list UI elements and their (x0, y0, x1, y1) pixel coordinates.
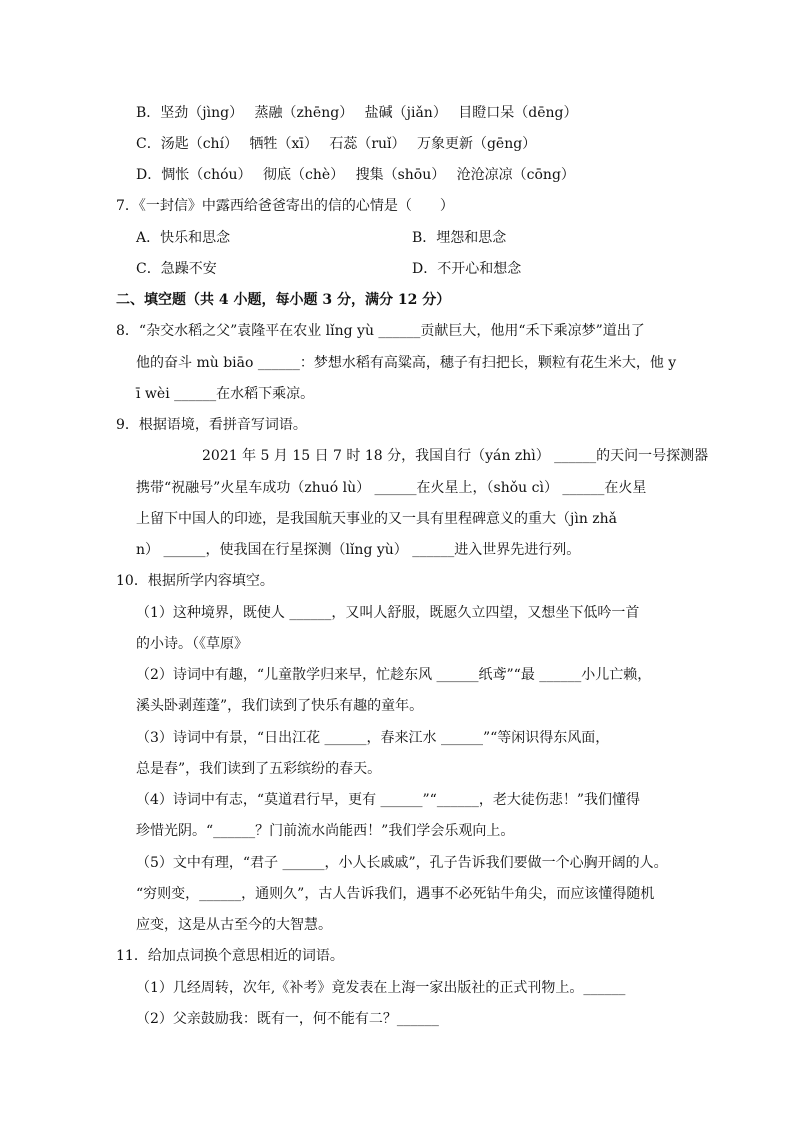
q10-line-1: （1）这种境界，既使人 ______，又叫人舒服，既愿久立四望，又想坐下低吟一首 (136, 605, 640, 621)
q10-stem: 10．根据所学内容填空。 (116, 573, 274, 589)
q8-line-1: 8．“杂交水稻之父”袁隆平在农业 lǐng yù ______贡献巨大，他用“禾下乘凉梦”道出了 (116, 323, 645, 339)
q7-stem: 7．《一封信》中露西给爸爸寄出的信的心情是（ ） (116, 198, 454, 214)
q9-line-3: 上留下中国人的印迹，是我国航天事业的又一具有里程碑意义的重大（jìn zhǎ (136, 511, 618, 527)
q6-option-c: C．汤匙（chí） 牺牲（xī） 石蕊（ruǐ） 万象更新（gēng） (136, 136, 537, 152)
q10-line-4: 溪头卧剥莲蓬”，我们读到了快乐有趣的童年。 (136, 698, 424, 714)
q10-line-6: 总是春”，我们读到了五彩缤纷的春天。 (136, 761, 382, 777)
q7-option-a: A．快乐和思念 (136, 230, 231, 246)
q7-option-c: C．急躁不安 (136, 261, 217, 277)
q7-option-d: D．不开心和想念 (412, 261, 522, 277)
q9-line-2: 携带“祝融号”火星车成功（zhuó lù） ______在火星上，（shǒu cì） ______在火星 (136, 480, 647, 496)
q10-line-2: 的小诗。（《草原》 (136, 636, 248, 652)
q10-line-5: （3）诗词中有景，“日出江花 ______，春来江水 ______”“等闲识得东风面， (136, 730, 610, 746)
q8-line-2: 他的奋斗 mù biāo ______：梦想水稻有高粱高，穗子有扫把长，颗粒有花生米大，他 y (136, 355, 677, 371)
q10-line-8: 珍惜光阴。“______？门前流水尚能西！”我们学会乐观向上。 (136, 823, 515, 839)
q10-line-11: 应变，这是从古至今的大智慧。 (136, 917, 332, 933)
q10-line-3: （2）诗词中有趣，“儿童散学归来早，忙趁东风 ______纸鸢”“最 ______小儿亡赖， (136, 667, 652, 683)
q9-stem: 9．根据语境，看拼音写词语。 (116, 417, 307, 433)
q6-option-d: D．惆怅（chóu） 彻底（chè） 搜集（shōu） 沧沧凉凉（cōng） (136, 167, 575, 183)
q8-line-3: ī wèi ______在水稻下乘凉。 (136, 386, 315, 402)
q10-line-9: （5）文中有理，“君子 ______，小人长戚戚”，孔子告诉我们要做一个心胸开阔的人。 (136, 855, 668, 871)
q11-line-2: （2）父亲鼓励我：既有一，何不能有二？______ (136, 1011, 439, 1027)
q11-line-1: （1）几经周转，次年,《补考》竟发表在上海一家出版社的正式刊物上。______ (136, 980, 626, 996)
q7-option-b: B．埋怨和思念 (412, 230, 507, 246)
section-2-title: 二、填空题（共 4 小题，每小题 3 分，满分 12 分） (116, 292, 451, 308)
q10-line-10: “穷则变，______，通则久”，古人告诉我们，遇事不必死钻牛角尖，而应该懂得随机 (136, 886, 655, 902)
q9-line-1: 2021 年 5 月 15 日 7 时 18 分，我国自行（yán zhì） ______的天问一号探测器 (202, 448, 709, 464)
q9-line-4: n） ______，使我国在行星探测（lǐng yù） ______进入世界先进行列。 (136, 542, 581, 558)
q11-stem: 11．给加点词换个意思相近的词语。 (116, 948, 344, 964)
q10-line-7: （4）诗词中有志，“莫道君行早，更有 ______”“______，老大徒伤悲！”我们懂得 (136, 792, 640, 808)
q6-option-b: B．坚劲（jìng） 蒸融（zhēng） 盐碱（jiǎn） 目瞪口呆（dēng） (136, 105, 578, 121)
